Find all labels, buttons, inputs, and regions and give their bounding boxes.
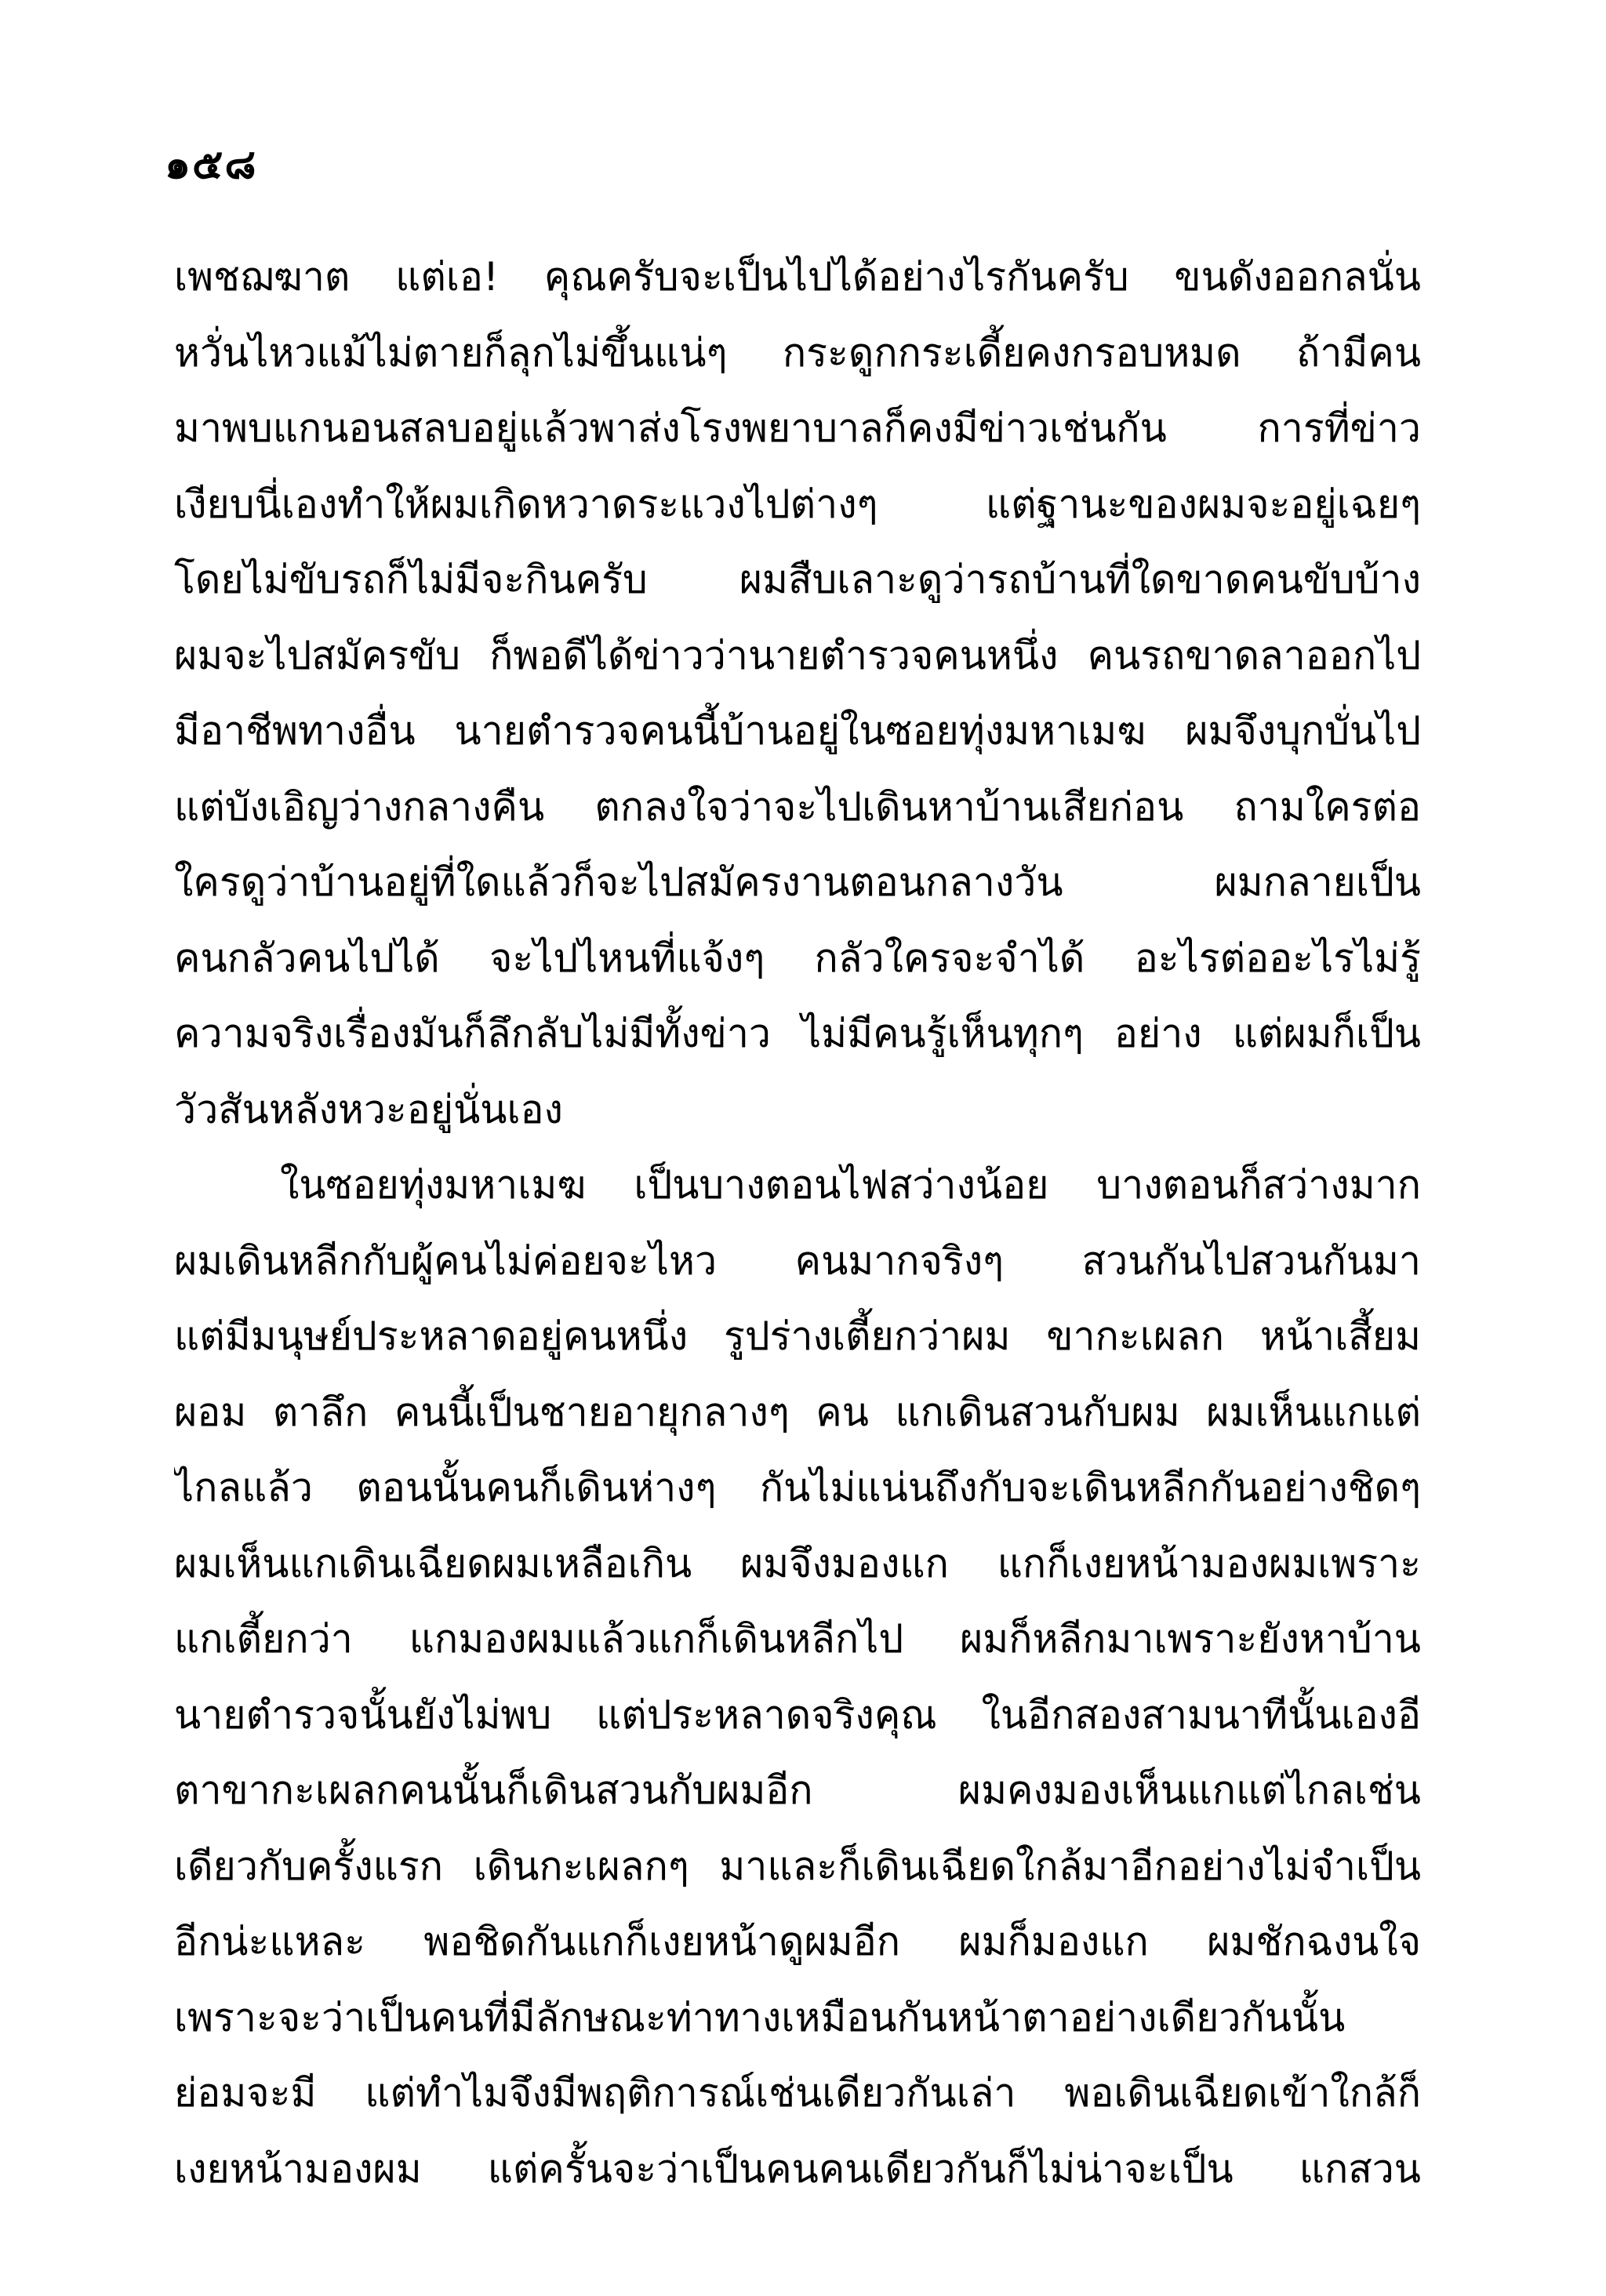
- text-line: คนกลัวคนไปได้ จะไปไหนที่แจ้งๆ กลัวใครจะจำได้ อะไรต่ออะไรไม่รู้: [174, 935, 1421, 981]
- text-line: อีกน่ะแหละ พอชิดกันแกก็เงยหน้าดูผมอีก ผมก็มองแก ผมชักฉงนใจ: [174, 1919, 1421, 1964]
- text-line: ผมเห็นแกเดินเฉียดผมเหลือเกิน ผมจึงมองแก แกก็เงยหน้ามองผมเพราะ: [174, 1540, 1421, 1586]
- text-line: มีอาชีพทางอื่น นายตำรวจคนนี้บ้านอยู่ในซอยทุ่งมหาเมฆ ผมจึงบุกบั่นไป: [174, 708, 1421, 754]
- text-line: โดยไม่ขับรถก็ไม่มีจะกินครับ ผมสืบเลาะดูว่ารถบ้านที่ใดขาดคนขับบ้าง: [174, 557, 1421, 602]
- body-text: [174, 239, 1421, 2207]
- text-line: ความจริงเรื่องมันก็ลึกลับไม่มีทั้งข่าว ไม่มีคนรู้เห็นทุกๆ อย่าง แต่ผมก็เป็น: [174, 1011, 1421, 1056]
- text-line: วัวสันหลังหวะอยู่นั่นเอง: [174, 1086, 563, 1132]
- text-line: หวั่นไหวแม้ไม่ตายก็ลุกไม่ขึ้นแน่ๆ กระดูกกระเดี้ยคงกรอบหมด ถ้ามีคน: [174, 329, 1421, 376]
- page-number: ๑๕๘: [165, 141, 258, 188]
- text-line: ในซอยทุ่งมหาเมฆ เป็นบางตอนไฟสว่างน้อย บางตอนก็สว่างมาก: [280, 1162, 1421, 1208]
- text-line: เดียวกับครั้งแรก เดินกะเผลกๆ มาและก็เดินเฉียดใกล้มาอีกอย่างไม่จำเป็น: [174, 1843, 1421, 1889]
- text-line: แต่มีมนุษย์ประหลาดอยู่คนหนึ่ง รูปร่างเตี้ยกว่าผม ขากะเผลก หน้าเสี้ยม: [174, 1313, 1421, 1359]
- text-line: ย่อมจะมี แต่ทำไมจึงมีพฤติการณ์เช่นเดียวกันเล่า พอเดินเฉียดเข้าใกล้ก็: [174, 2070, 1421, 2116]
- text-line: มาพบแกนอนสลบอยู่แล้วพาส่งโรงพยาบาลก็คงมีข่าวเช่นกัน การที่ข่าว: [174, 405, 1421, 451]
- text-line: ผมเดินหลีกกับผู้คนไม่ค่อยจะไหว คนมากจริงๆ สวนกันไปสวนกันมา: [174, 1237, 1421, 1284]
- text-line: เงยหน้ามองผม แต่ครั้นจะว่าเป็นคนคนเดียวกันก็ไม่น่าจะเป็น แกสวน: [174, 2145, 1421, 2192]
- text-line: แกเตี้ยกว่า แกมองผมแล้วแกก็เดินหลีกไป ผมก็หลีกมาเพราะยังหาบ้าน: [174, 1616, 1421, 1662]
- text-line: เพชฌฆาต แต่เอ! คุณครับจะเป็นไปได้อย่างไรกันครับ ขนดังออกลนั่น: [174, 254, 1421, 300]
- text-line: ไกลแล้ว ตอนนั้นคนก็เดินห่างๆ กันไม่แน่นถึงกับจะเดินหลีกกันอย่างชิดๆ: [174, 1465, 1421, 1510]
- text-line: เพราะจะว่าเป็นคนที่มีลักษณะท่าทางเหมือนกันหน้าตาอย่างเดียวกันนั้น: [174, 1994, 1346, 2040]
- text-line: ตาขากะเผลกคนนั้นก็เดินสวนกับผมอีก ผมคงมองเห็นแกแต่ไกลเช่น: [174, 1767, 1421, 1813]
- text-line: ผอม ตาลึก คนนี้เป็นชายอายุกลางๆ คน แกเดินสวนกับผม ผมเห็นแกแต่: [174, 1389, 1421, 1435]
- text-line: แต่บังเอิญว่างกลางคืน ตกลงใจว่าจะไปเดินหาบ้านเสียก่อน ถามใครต่อ: [174, 783, 1421, 830]
- text-line: เงียบนี่เองทำให้ผมเกิดหวาดระแวงไปต่างๆ แต่ฐานะของผมจะอยู่เฉยๆ: [174, 481, 1421, 527]
- text-line: นายตำรวจนั้นยังไม่พบ แต่ประหลาดจริงคุณ ในอีกสองสามนาทีนั้นเองอี: [174, 1691, 1421, 1738]
- text-line: ผมจะไปสมัครขับ ก็พอดีได้ข่าวว่านายตำรวจคนหนึ่ง คนรถขาดลาออกไป: [174, 632, 1421, 678]
- text-line: ใครดูว่าบ้านอยู่ที่ใดแล้วก็จะไปสมัครงานตอนกลางวัน ผมกลายเป็น: [174, 859, 1421, 905]
